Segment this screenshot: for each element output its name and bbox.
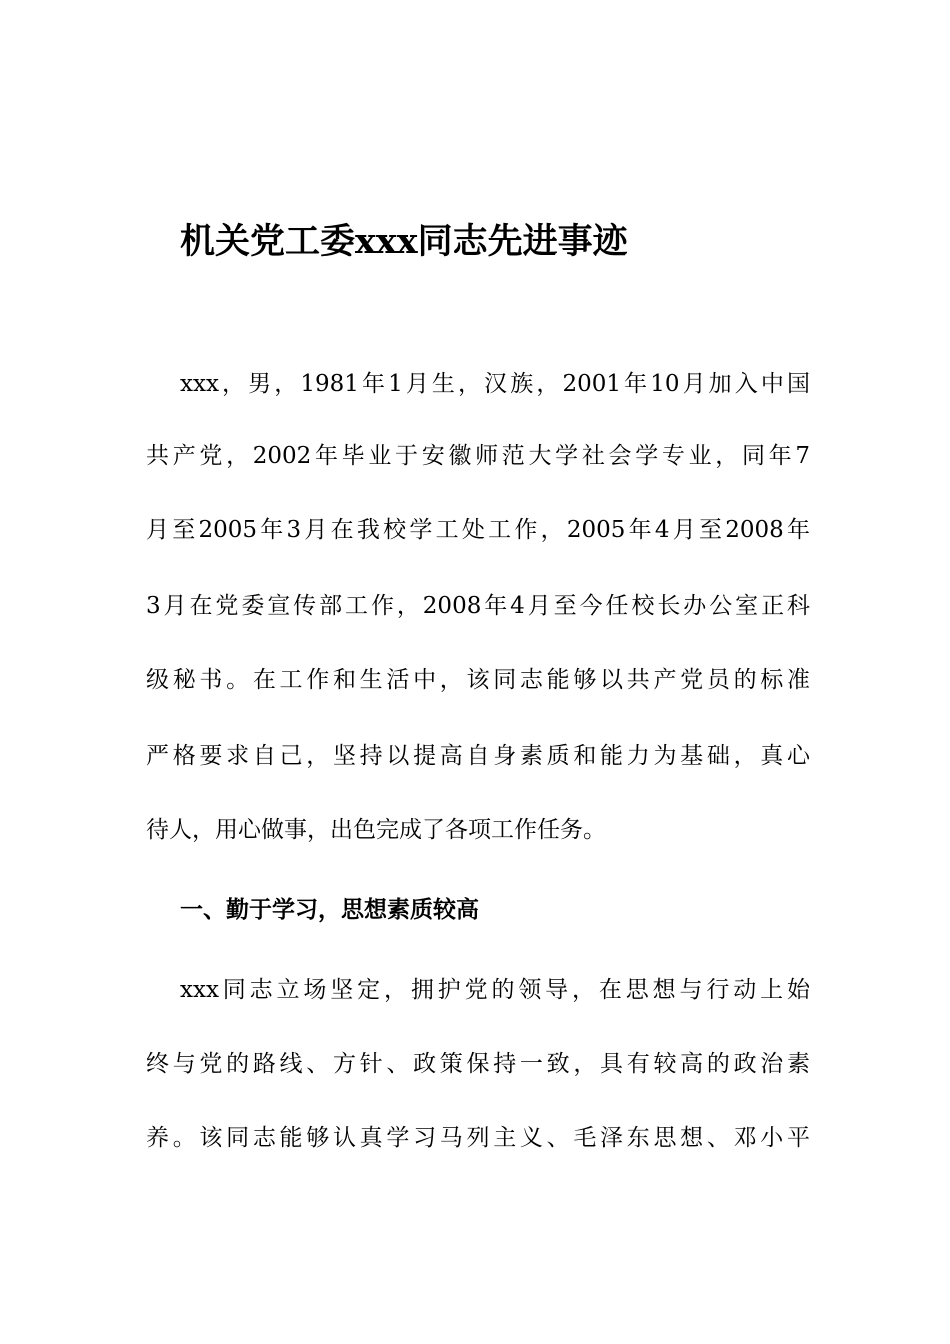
paragraph-line: xxx，男，1981年1月生，汉族，2001年10月加入中国: [180, 371, 810, 397]
document-title: 机关党工委xxx同志先进事迹: [180, 221, 628, 262]
paragraph-line: 严格要求自己，坚持以提高自身素质和能力为基础，真心: [146, 743, 810, 769]
paragraph-line: 终与党的路线、方针、政策保持一致，具有较高的政治素: [146, 1051, 810, 1077]
paragraph-line: xxx同志立场坚定，拥护党的领导，在思想与行动上始: [180, 977, 810, 1003]
paragraph-line: 共产党，2002年毕业于安徽师范大学社会学专业，同年7: [146, 443, 810, 469]
paragraph-line: 级秘书。在工作和生活中，该同志能够以共产党员的标准: [146, 667, 810, 693]
paragraph-line: 养。该同志能够认真学习马列主义、毛泽东思想、邓小平: [146, 1125, 810, 1151]
section-heading: 一、勤于学习，思想素质较高: [180, 896, 479, 923]
paragraph-line: 月至2005年3月在我校学工处工作，2005年4月至2008年: [146, 517, 810, 543]
paragraph-line: 3月在党委宣传部工作，2008年4月至今任校长办公室正科: [146, 593, 810, 619]
paragraph-line: 待人，用心做事，出色完成了各项工作任务。: [146, 817, 606, 843]
